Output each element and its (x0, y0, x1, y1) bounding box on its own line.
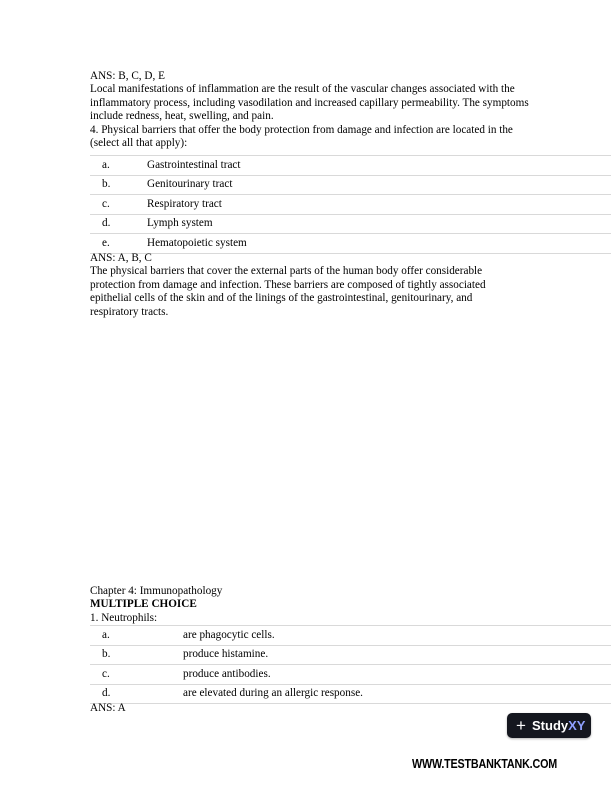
option-letter: a. (90, 156, 147, 176)
option-letter: d. (90, 684, 183, 704)
plus-icon: + (516, 715, 526, 735)
chapter-header (90, 585, 530, 625)
q3-answer: ANS: B, C, D, E (90, 70, 165, 82)
option-text: produce antibodies. (183, 665, 611, 685)
option-text: Lymph system (147, 214, 611, 234)
badge-prefix: Study (532, 717, 569, 733)
option-row[interactable] (90, 626, 611, 646)
option-row[interactable] (90, 234, 611, 254)
q4-answer: ANS: A, B, C (90, 252, 152, 264)
option-letter: b. (90, 175, 147, 195)
chapter-title: Chapter 4: Immunopathology (90, 585, 223, 597)
q4-answer-block (90, 252, 522, 319)
option-text: Respiratory tract (147, 195, 611, 215)
q1-answer: ANS: A (90, 702, 126, 714)
section-title: MULTIPLE CHOICE (90, 598, 197, 611)
q1-question: 1. Neutrophils: (90, 611, 158, 624)
badge-suffix: XY (568, 717, 586, 733)
q3-rationale: Local manifestations of inflammation are the result of the vascular changes associated with the inflammatory process, including vasodilation and increased capillary permeability. The symptoms include redness, heat, swelling, and pain. (90, 83, 529, 123)
option-row[interactable] (90, 156, 611, 176)
option-text: Hematopoietic system (147, 234, 611, 254)
option-text: are phagocytic cells. (183, 626, 611, 646)
footer-url[interactable]: WWW.TESTBANKTANK.COM (412, 757, 558, 771)
option-row[interactable] (90, 645, 611, 665)
option-row[interactable] (90, 665, 611, 685)
option-letter: c. (90, 665, 183, 685)
q4-rationale: The physical barriers that cover the external parts of the human body offer considerable protection from damage and infection. These barriers are composed of tightly associated epithelial cells of the skin and of the linings of the gastrointestinal, genitourinary, and respiratory tracts. (90, 265, 486, 318)
option-text: produce histamine. (183, 645, 611, 665)
option-row[interactable] (90, 214, 611, 234)
studyxy-badge[interactable] (507, 713, 591, 738)
option-letter: a. (90, 626, 183, 646)
q1-options (90, 625, 611, 704)
option-text: are elevated during an allergic response. (183, 684, 611, 704)
option-text: Genitourinary tract (147, 175, 611, 195)
option-letter: d. (90, 214, 147, 234)
option-letter: e. (90, 234, 147, 254)
option-text: Gastrointestinal tract (147, 156, 611, 176)
option-row[interactable] (90, 684, 611, 704)
option-row[interactable] (90, 175, 611, 195)
q3-block (90, 70, 530, 150)
option-letter: b. (90, 645, 183, 665)
option-letter: c. (90, 195, 147, 215)
q4-options (90, 155, 611, 254)
q4-question: 4. Physical barriers that offer the body protection from damage and infection are located in the (select all that apply): (90, 123, 513, 150)
option-row[interactable] (90, 195, 611, 215)
